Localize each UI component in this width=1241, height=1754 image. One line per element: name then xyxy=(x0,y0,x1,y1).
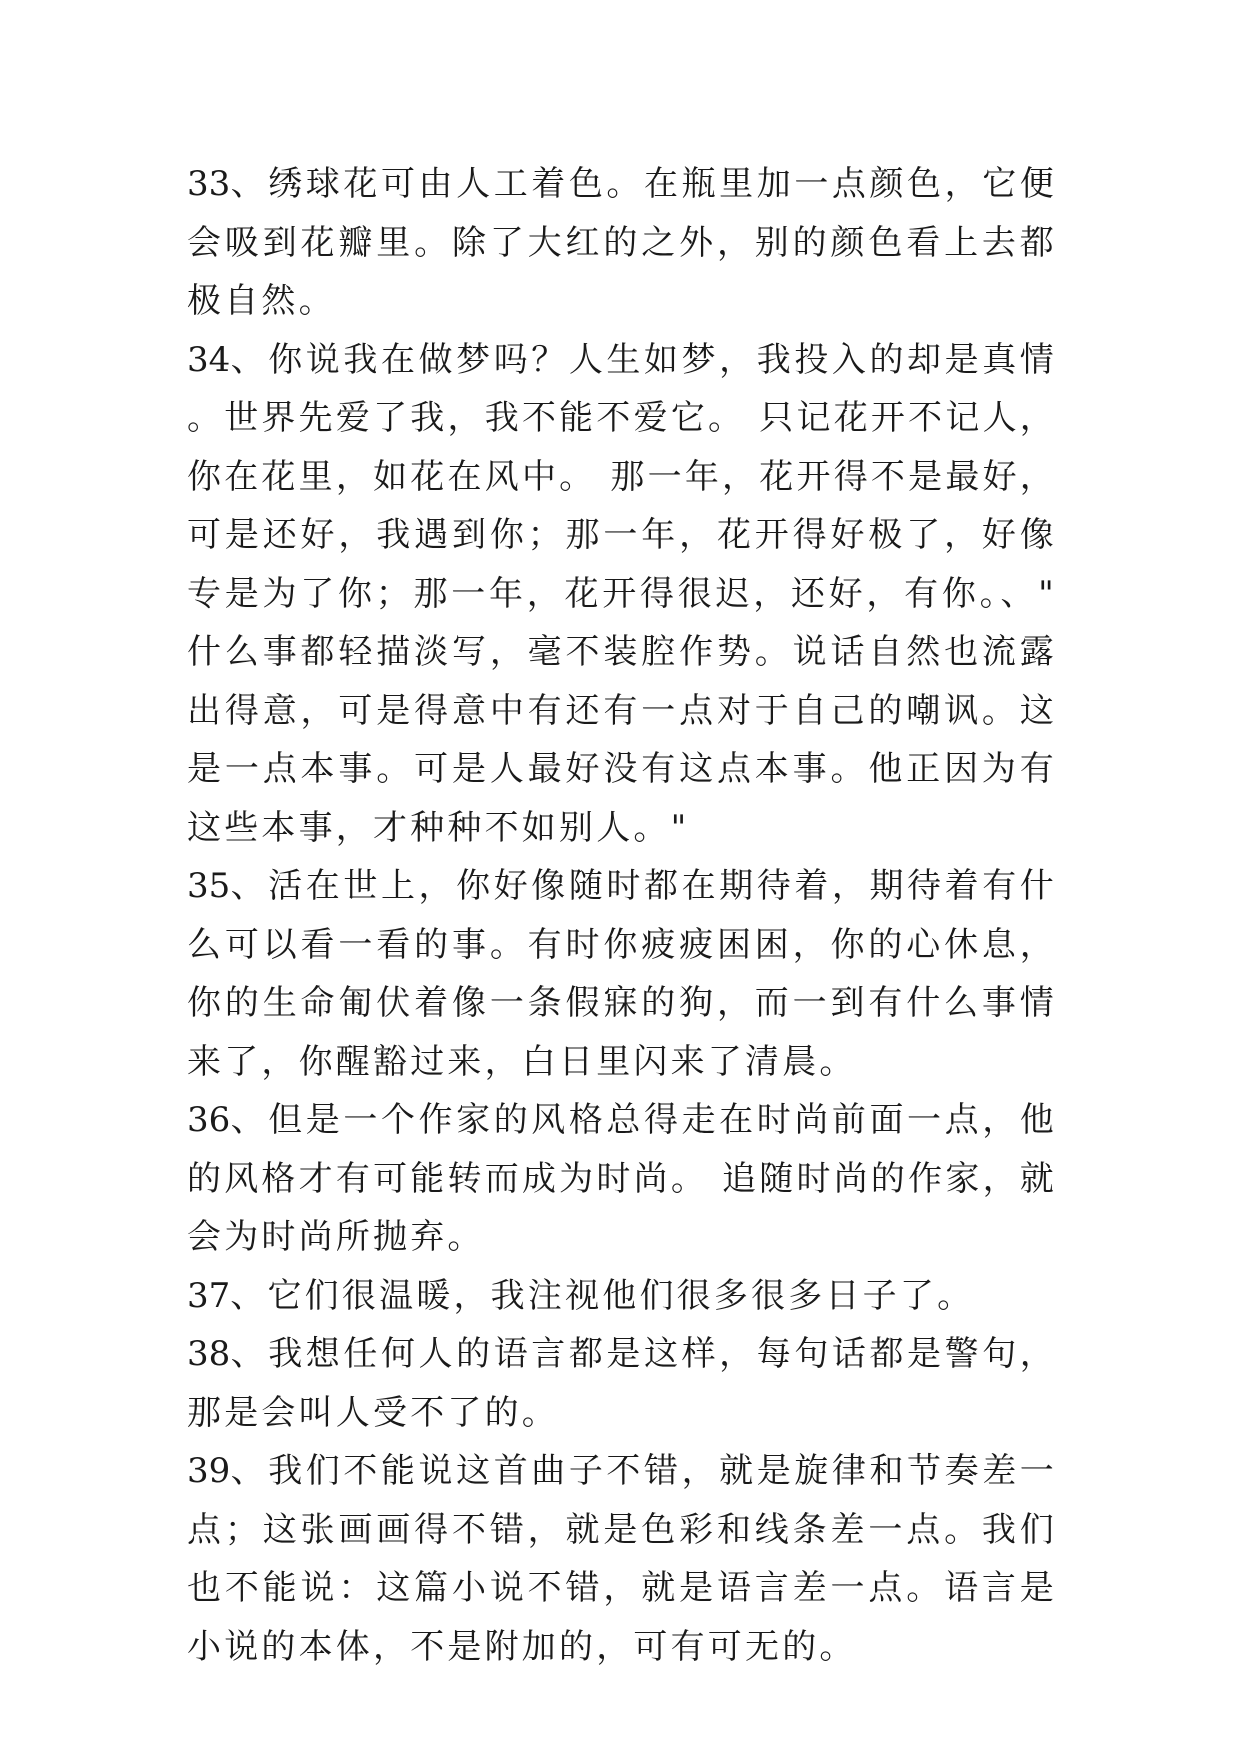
paragraph-text: 、我想任何人的语言都是这样，每句话都是警句，那是会叫人受不了的。 xyxy=(187,1334,1057,1433)
paragraph-text: 、它们很温暖，我注视他们很多很多日子了。 xyxy=(230,1275,975,1316)
paragraph-37 xyxy=(187,1267,1057,1326)
paragraph-36 xyxy=(187,1091,1057,1267)
paragraph-35 xyxy=(187,857,1057,1091)
paragraph-text: 、活在世上，你好像随时都在期待着，期待着有什么可以看一看的事。有时你疲疲困困，你的心休息，你的生命匍伏着像一条假寐的狗，而一到有什么事情来了，你醒豁过来，白日里闪来了清晨。 xyxy=(187,866,1057,1082)
paragraph-number: 36 xyxy=(187,1100,231,1140)
paragraph-text: 、绣球花可由人工着色。在瓶里加一点颜色，它便会吸到花瓣里。除了大红的之外，别的颜色看上去都极自然。 xyxy=(187,164,1057,321)
paragraph-number: 38 xyxy=(187,1334,231,1374)
paragraph-34 xyxy=(187,331,1057,858)
paragraph-39 xyxy=(187,1442,1057,1676)
paragraph-text: 、你说我在做梦吗？人生如梦，我投入的却是真情。世界先爱了我，我不能不爱它。 只记花开不记人，你在花里，如花在风中。 那一年，花开得不是最好，可是还好，我遇到你；那一年，花开得好极了，好像专是为了你；那一年，花开得很迟，还好，有你。、"什么事都轻描淡写，毫不装腔作势。说话自然也流露出得意，可是得意中有还有一点对于自己的嘲讽。这是一点本事。可是人最好没有这点本事。他正因为有这些本事，才种种不如别人。" xyxy=(187,339,1057,848)
paragraph-text: 、但是一个作家的风格总得走在时尚前面一点，他的风格才有可能转而成为时尚。 追随时尚的作家，就会为时尚所抛弃。 xyxy=(187,1100,1057,1257)
paragraph-text: 、我们不能说这首曲子不错，就是旋律和节奏差一点；这张画画得不错，就是色彩和线条差一点。我们也不能说：这篇小说不错，就是语言差一点。语言是小说的本体，不是附加的，可有可无的。 xyxy=(187,1451,1057,1667)
paragraph-number: 34 xyxy=(187,339,231,380)
document-body xyxy=(187,155,1057,1676)
paragraph-number: 37 xyxy=(187,1275,231,1316)
paragraph-number: 33 xyxy=(187,164,231,204)
paragraph-33 xyxy=(187,155,1057,331)
paragraph-number: 35 xyxy=(187,866,231,906)
paragraph-number: 39 xyxy=(187,1451,231,1491)
paragraph-38 xyxy=(187,1325,1057,1442)
